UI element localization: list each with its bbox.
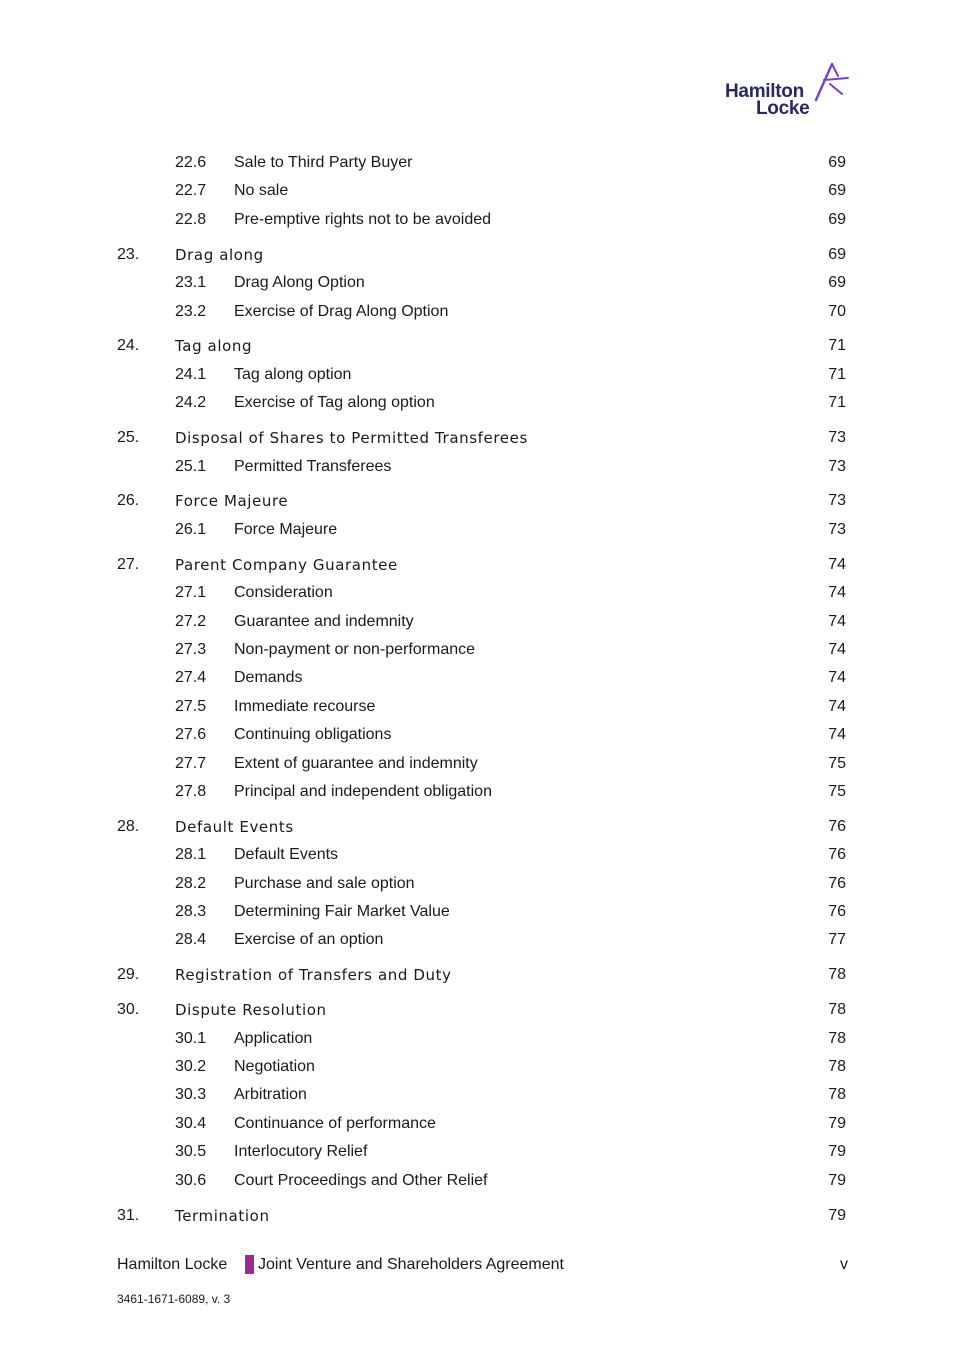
toc-entry-number: 27.7 <box>175 754 207 772</box>
toc-subsection-entry[interactable] <box>0 610 965 634</box>
toc-subsection-entry[interactable] <box>0 1055 965 1079</box>
toc-entry-number: 24.2 <box>175 394 207 412</box>
footer-page-number: v <box>840 1256 848 1273</box>
page-footer <box>0 1253 965 1277</box>
toc-section-entry[interactable] <box>0 243 965 267</box>
toc-entry-page[interactable]: 79 <box>828 1206 846 1224</box>
toc-entry-page[interactable]: 74 <box>828 669 846 687</box>
toc-entry-title[interactable]: Drag Along Option <box>234 274 365 292</box>
toc-entry-title[interactable]: Tag along option <box>234 365 352 383</box>
toc-entry-title[interactable]: Consideration <box>234 584 333 602</box>
toc-entry-page[interactable]: 73 <box>828 492 846 510</box>
toc-entry-title[interactable]: Exercise of Tag along option <box>234 394 435 412</box>
toc-section-entry[interactable] <box>0 489 965 513</box>
toc-entry-title[interactable]: Dispute Resolution <box>175 1001 327 1020</box>
toc-entry-page[interactable]: 79 <box>828 1143 846 1161</box>
toc-subsection-entry[interactable] <box>0 1169 965 1193</box>
toc-entry-page[interactable]: 74 <box>828 697 846 715</box>
toc-entry-page[interactable]: 69 <box>828 182 846 200</box>
toc-entry-title[interactable]: Force Majeure <box>175 492 289 511</box>
toc-subsection-entry[interactable] <box>0 391 965 415</box>
toc-subsection-entry[interactable] <box>0 581 965 605</box>
logo-word-hamilton: Hamilton <box>725 81 804 102</box>
toc-entry-number: 24. <box>117 337 140 355</box>
toc-subsection-entry[interactable] <box>0 208 965 232</box>
toc-subsection-entry[interactable] <box>0 179 965 203</box>
toc-subsection-entry[interactable] <box>0 780 965 804</box>
toc-subsection-entry[interactable] <box>0 300 965 324</box>
toc-subsection-entry[interactable] <box>0 1112 965 1136</box>
footer-document-title: Joint Venture and Shareholders Agreement <box>258 1256 564 1273</box>
toc-entry-page[interactable]: 76 <box>828 846 846 864</box>
toc-entry-number: 28.2 <box>175 874 207 892</box>
toc-entry-number: 27.2 <box>175 612 207 630</box>
toc-entry-number: 23. <box>117 245 140 263</box>
toc-entry-number: 24.1 <box>175 365 207 383</box>
toc-entry-number: 28.3 <box>175 903 207 920</box>
toc-entry-number: 26. <box>117 492 140 510</box>
toc-subsection-entry[interactable] <box>0 723 965 747</box>
toc-entry-page[interactable]: 78 <box>828 1058 846 1075</box>
toc-entry-title[interactable]: Drag along <box>175 245 264 264</box>
toc-entry-page[interactable]: 73 <box>828 457 846 475</box>
toc-subsection-entry[interactable] <box>0 752 965 776</box>
toc-entry-number: 27.8 <box>175 782 207 800</box>
toc-section-entry[interactable] <box>0 998 965 1022</box>
toc-entry-page[interactable]: 78 <box>828 1001 846 1019</box>
toc-subsection-entry[interactable] <box>0 695 965 719</box>
toc-entry-number: 30. <box>117 1001 140 1019</box>
toc-entry-number: 25.1 <box>175 457 207 475</box>
toc-entry-title[interactable]: Application <box>234 1029 313 1047</box>
toc-entry-number: 27.5 <box>175 697 207 715</box>
toc-subsection-entry[interactable] <box>0 843 965 867</box>
toc-entry-title[interactable]: Immediate recourse <box>234 697 376 715</box>
toc-entry-page[interactable]: 69 <box>828 154 846 171</box>
toc-entry-page[interactable]: 71 <box>828 337 846 355</box>
toc-entry-title[interactable]: Extent of guarantee and indemnity <box>234 754 478 772</box>
toc-entry-page[interactable]: 79 <box>828 1114 846 1132</box>
toc-entry-title[interactable]: No sale <box>234 182 289 200</box>
toc-section-entry[interactable] <box>0 815 965 839</box>
toc-entry-page[interactable]: 79 <box>828 1171 846 1189</box>
toc-entry-number: 25. <box>117 429 140 447</box>
toc-entry-title[interactable]: Negotiation <box>234 1058 315 1075</box>
toc-entry-number: 27.3 <box>175 640 207 658</box>
toc-entry-number: 29. <box>117 966 140 984</box>
document-reference: 3461-1671-6089, v. 3 <box>117 1292 231 1306</box>
toc-entry-page[interactable]: 75 <box>828 754 846 772</box>
toc-entry-page[interactable]: 71 <box>828 365 846 383</box>
toc-entry-title[interactable]: Exercise of an option <box>234 931 384 949</box>
toc-entry-page[interactable]: 74 <box>828 555 846 573</box>
toc-entry-number: 28.1 <box>175 846 207 864</box>
toc-entry-page[interactable]: 69 <box>828 245 846 263</box>
toc-entry-title[interactable]: Disposal of Shares to Permitted Transferees <box>175 429 528 448</box>
hamilton-locke-logo <box>722 62 850 120</box>
toc-subsection-entry[interactable] <box>0 666 965 690</box>
toc-section-entry[interactable] <box>0 1204 965 1228</box>
toc-subsection-entry[interactable] <box>0 1027 965 1051</box>
toc-entry-title[interactable]: Guarantee and indemnity <box>234 612 414 630</box>
footer-marker-bar <box>245 1255 254 1274</box>
toc-entry-page[interactable]: 76 <box>828 903 846 920</box>
toc-entry-title[interactable]: Permitted Transferees <box>234 457 392 475</box>
toc-entry-number: 31. <box>117 1206 140 1224</box>
toc-entry-number: 22.6 <box>175 154 207 171</box>
toc-subsection-entry[interactable] <box>0 363 965 387</box>
toc-subsection-entry[interactable] <box>0 1140 965 1164</box>
toc-entry-number: 27.1 <box>175 584 207 602</box>
toc-subsection-entry[interactable] <box>0 928 965 952</box>
toc-entry-page[interactable]: 76 <box>828 874 846 892</box>
toc-entry-title[interactable]: Default Events <box>234 846 339 864</box>
toc-entry-number: 30.6 <box>175 1171 207 1189</box>
toc-entry-number: 30.2 <box>175 1058 207 1075</box>
toc-entry-page[interactable]: 74 <box>828 612 846 630</box>
toc-entry-number: 28.4 <box>175 931 207 949</box>
toc-entry-title[interactable]: Force Majeure <box>234 520 338 538</box>
toc-entry-page[interactable]: 74 <box>828 726 846 744</box>
toc-entry-number: 22.8 <box>175 210 207 228</box>
toc-entry-number: 30.5 <box>175 1143 207 1161</box>
toc-entry-number: 30.4 <box>175 1114 207 1132</box>
toc-entry-page[interactable]: 76 <box>828 817 846 835</box>
toc-subsection-entry[interactable] <box>0 638 965 662</box>
toc-subsection-entry[interactable] <box>0 151 965 175</box>
toc-entry-number: 30.3 <box>175 1086 207 1104</box>
toc-entry-number: 23.2 <box>175 302 207 320</box>
toc-entry-number: 27.4 <box>175 669 207 687</box>
toc-entry-page[interactable]: 75 <box>828 782 846 800</box>
toc-entry-page[interactable]: 74 <box>828 584 846 602</box>
toc-entry-title[interactable]: Non-payment or non-performance <box>234 640 476 658</box>
toc-entry-title[interactable]: Parent Company Guarantee <box>175 555 398 574</box>
toc-subsection-entry[interactable] <box>0 455 965 479</box>
toc-section-entry[interactable] <box>0 553 965 577</box>
toc-entry-title[interactable]: Termination <box>175 1206 270 1225</box>
toc-entry-title[interactable]: Default Events <box>175 817 294 836</box>
toc-entry-title[interactable]: Exercise of Drag Along Option <box>234 302 449 320</box>
toc-entry-page[interactable]: 74 <box>828 640 846 658</box>
toc-entry-page[interactable]: 78 <box>828 966 846 984</box>
toc-entry-title[interactable]: Principal and independent obligation <box>234 782 492 800</box>
toc-entry-title[interactable]: Court Proceedings and Other Relief <box>234 1171 488 1189</box>
toc-section-entry[interactable] <box>0 426 965 450</box>
toc-entry-number: 26.1 <box>175 520 207 538</box>
toc-entry-page[interactable]: 78 <box>828 1086 846 1104</box>
toc-entry-title[interactable]: Continuance of performance <box>234 1114 436 1132</box>
toc-entry-page[interactable]: 73 <box>828 429 846 447</box>
toc-entry-number: 30.1 <box>175 1029 207 1047</box>
toc-entry-page[interactable]: 69 <box>828 210 846 228</box>
toc-entry-page[interactable]: 73 <box>828 520 846 538</box>
toc-entry-title[interactable]: Continuing obligations <box>234 726 392 744</box>
toc-entry-page[interactable]: 77 <box>828 931 846 949</box>
toc-entry-title[interactable]: Demands <box>234 669 303 687</box>
toc-entry-number: 27. <box>117 555 140 573</box>
footer-firm-name: Hamilton Locke <box>117 1256 228 1273</box>
toc-section-entry[interactable] <box>0 334 965 358</box>
toc-entry-title[interactable]: Interlocutory Relief <box>234 1143 368 1161</box>
toc-entry-title[interactable]: Registration of Transfers and Duty <box>175 966 452 985</box>
toc-entry-title[interactable]: Purchase and sale option <box>234 874 415 892</box>
toc-entry-number: 22.7 <box>175 182 207 200</box>
toc-entry-page[interactable]: 69 <box>828 274 846 292</box>
toc-subsection-entry[interactable] <box>0 271 965 295</box>
toc-subsection-entry[interactable] <box>0 900 965 924</box>
toc-entry-number: 27.6 <box>175 726 207 744</box>
starburst-icon <box>812 62 850 102</box>
toc-subsection-entry[interactable] <box>0 518 965 542</box>
toc-subsection-entry[interactable] <box>0 872 965 896</box>
toc-entry-number: 28. <box>117 817 140 835</box>
toc-subsection-entry[interactable] <box>0 1083 965 1107</box>
logo-word-locke: Locke <box>756 98 810 119</box>
toc-entry-number: 23.1 <box>175 274 207 292</box>
toc-entry-page[interactable]: 78 <box>828 1029 846 1047</box>
toc-entry-title[interactable]: Pre-emptive rights not to be avoided <box>234 210 492 228</box>
toc-entry-title[interactable]: Determining Fair Market Value <box>234 903 450 920</box>
toc-entry-title[interactable]: Sale to Third Party Buyer <box>234 154 413 171</box>
toc-entry-page[interactable]: 70 <box>828 302 846 320</box>
toc-entry-title[interactable]: Arbitration <box>234 1086 307 1104</box>
toc-entry-page[interactable]: 71 <box>828 394 846 412</box>
toc-entry-title[interactable]: Tag along <box>175 337 253 356</box>
toc-section-entry[interactable] <box>0 963 965 987</box>
